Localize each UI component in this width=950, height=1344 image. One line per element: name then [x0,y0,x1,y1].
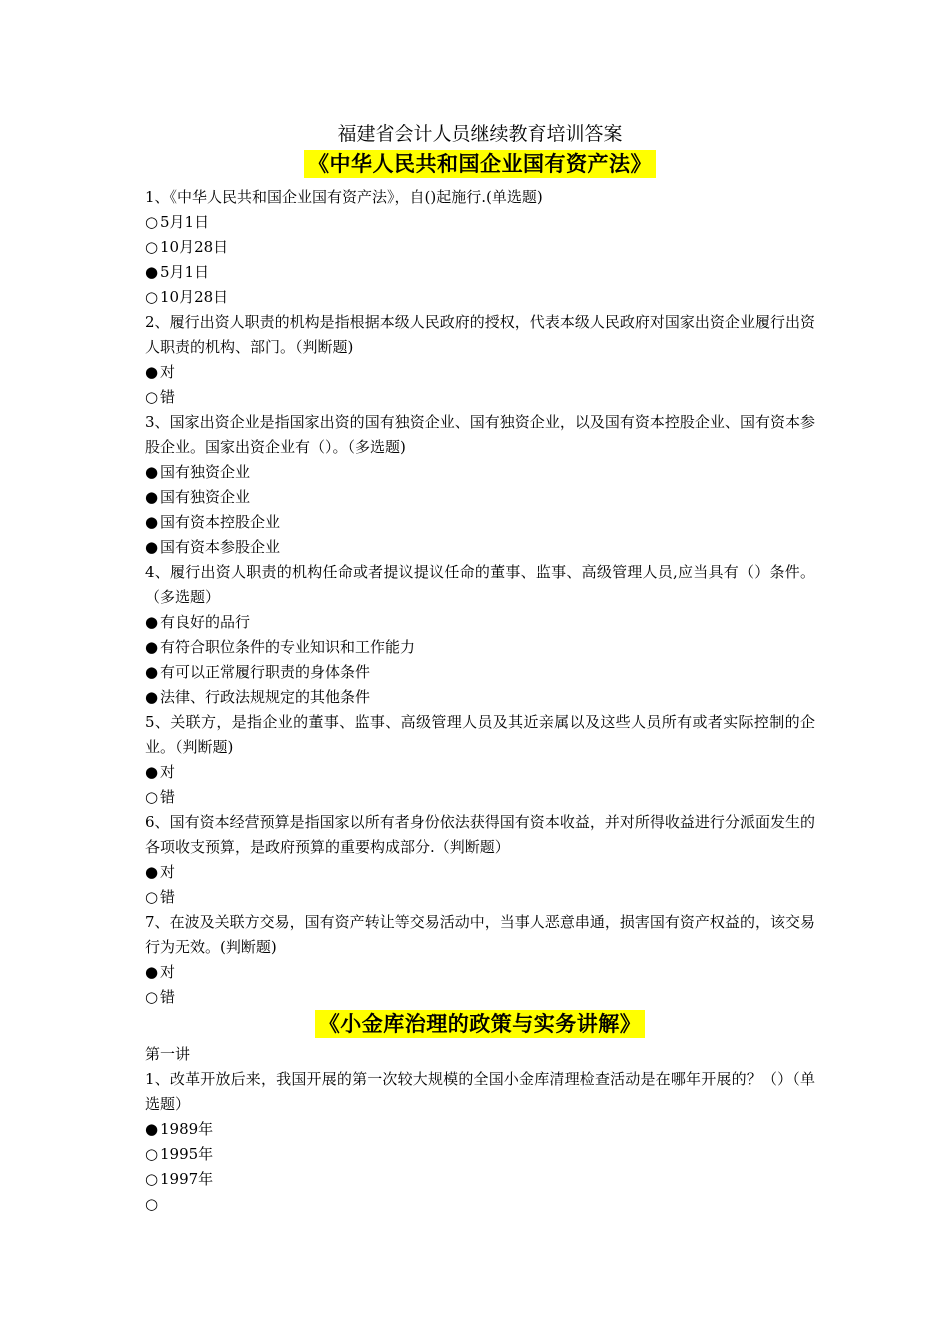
question-text: 1、《中华人民共和国企业国有资产法》，自()起施行.(单选题) [145,188,543,206]
answer-option-label: 1997年 [160,1170,214,1188]
answer-option-label: 错 [160,888,176,906]
section-1-questions [145,185,815,1010]
selected-radio-icon: ● [145,863,159,881]
question-text: 5、关联方，是指企业的董事、监事、高级管理人员及其近亲属以及这些人员所有或者实际控制的企业。（判断题) [145,713,815,756]
answer-option-label: 对 [160,963,176,981]
answer-option [145,660,815,685]
document-page [145,118,815,1217]
answer-option-label: 1995年 [160,1145,214,1163]
answer-option-label: 国有独资企业 [160,463,251,481]
question-text: 1、改革开放后来，我国开展的第一次较大规模的全国小金库清理检查活动是在哪年开展的？（）（单选题） [145,1070,815,1113]
unselected-radio-icon: ○ [145,213,159,231]
selected-radio-icon: ● [145,513,159,531]
question-text: 4、履行出资人职责的机构任命或者提议提议任命的董事、监事、高级管理人员,应当具有（）条件。（多选题） [145,563,815,606]
selected-radio-icon: ● [145,463,159,481]
selected-radio-icon: ● [145,638,159,656]
selected-radio-icon: ● [145,613,159,631]
unselected-radio-icon: ○ [145,1195,159,1213]
answer-option [145,460,815,485]
answer-option [145,485,815,510]
selected-radio-icon: ● [145,538,159,556]
answer-option-label: 错 [160,388,176,406]
answer-option [145,535,815,560]
answer-option [145,1142,815,1167]
answer-option-label: 法律、行政法规规定的其他条件 [160,688,371,706]
answer-option-label: 对 [160,363,176,381]
selected-radio-icon: ● [145,1120,159,1138]
unselected-radio-icon: ○ [145,1145,159,1163]
selected-radio-icon: ● [145,663,159,681]
question-text: 7、在波及关联方交易，国有资产转让等交易活动中，当事人恶意串通，损害国有资产权益的，该交易行为无效。(判断题) [145,913,815,956]
selected-radio-icon: ● [145,488,159,506]
answer-option-label: 有可以正常履行职责的身体条件 [160,663,371,681]
answer-option [145,260,815,285]
section-heading-1 [145,150,815,182]
answer-option [145,610,815,635]
answer-option [145,860,815,885]
answer-option [145,385,815,410]
answer-option [145,1192,815,1217]
answer-option [145,985,815,1010]
question-text: 6、国有资本经营预算是指国家以所有者身份依法获得国有资本收益，并对所得收益进行分派面发生的各项收支预算，是政府预算的重要构成部分.（判断题） [145,813,815,856]
answer-option [145,285,815,310]
selected-radio-icon: ● [145,688,159,706]
answer-option-label: 国有资本参股企业 [160,538,281,556]
answer-option [145,785,815,810]
section-title-small-treasury: 《小金库治理的政策与实务讲解》 [315,1010,646,1038]
unselected-radio-icon: ○ [145,388,159,406]
answer-option-label: 5月1日 [160,263,210,281]
answer-option [145,960,815,985]
unselected-radio-icon: ○ [145,1170,159,1188]
answer-option-label: 10月28日 [160,288,229,306]
answer-option [145,1117,815,1142]
unselected-radio-icon: ○ [145,288,159,306]
unselected-radio-icon: ○ [145,788,159,806]
answer-option-label: 有良好的品行 [160,613,251,631]
section-title-state-assets-law: 《中华人民共和国企业国有资产法》 [304,150,656,178]
answer-option-label: 国有资本控股企业 [160,513,281,531]
question-text: 3、国家出资企业是指国家出资的国有独资企业、国有独资企业，以及国有资本控股企业、国有资本参股企业。国家出资企业有（）。（多选题) [145,413,815,456]
answer-option [145,685,815,710]
selected-radio-icon: ● [145,963,159,981]
document-title: 福建省会计人员继续教育培训答案 [337,123,623,145]
answer-option-label: 国有独资企业 [160,488,251,506]
answer-option-label: 1989年 [160,1120,214,1138]
lecture-label: 第一讲 [145,1045,191,1063]
answer-option [145,885,815,910]
answer-option-label: 10月28日 [160,238,229,256]
selected-radio-icon: ● [145,263,159,281]
answer-option-label: 有符合职位条件的专业知识和工作能力 [160,638,416,656]
section-heading-2 [145,1010,815,1042]
answer-option [145,360,815,385]
answer-option-label: 错 [160,988,176,1006]
answer-option [145,760,815,785]
selected-radio-icon: ● [145,763,159,781]
unselected-radio-icon: ○ [145,238,159,256]
section-2-questions [145,1067,815,1217]
answer-option [145,210,815,235]
answer-option-label: 对 [160,863,176,881]
answer-option [145,635,815,660]
answer-option [145,1167,815,1192]
answer-option-label: 5月1日 [160,213,210,231]
question-text: 2、履行出资人职责的机构是指根据本级人民政府的授权，代表本级人民政府对国家出资企业履行出资人职责的机构、部门。（判断题) [145,313,815,356]
selected-radio-icon: ● [145,363,159,381]
answer-option-label: 错 [160,788,176,806]
answer-option-label: 对 [160,763,176,781]
answer-option [145,235,815,260]
unselected-radio-icon: ○ [145,888,159,906]
unselected-radio-icon: ○ [145,988,159,1006]
answer-option [145,510,815,535]
